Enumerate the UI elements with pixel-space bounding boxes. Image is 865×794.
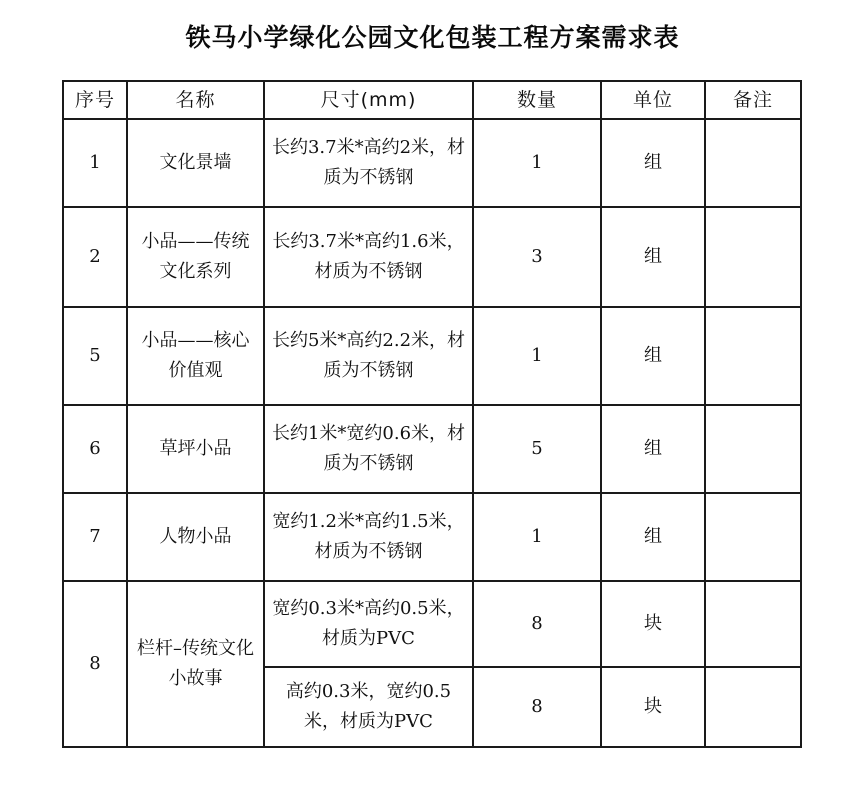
cell-no: 7 xyxy=(63,493,127,581)
table-row xyxy=(63,207,801,307)
cell-unit: 块 xyxy=(601,581,705,667)
cell-note xyxy=(705,307,801,405)
cell-name: 草坪小品 xyxy=(127,405,264,493)
header-no: 序号 xyxy=(63,81,127,119)
cell-size: 长约1米*宽约0.6米，材质为不锈钢 xyxy=(264,405,473,493)
cell-size: 宽约1.2米*高约1.5米，材质为不锈钢 xyxy=(264,493,473,581)
table-row xyxy=(63,119,801,207)
cell-size: 长约5米*高约2.2米，材质为不锈钢 xyxy=(264,307,473,405)
header-size: 尺寸(mm) xyxy=(264,81,473,119)
header-unit: 单位 xyxy=(601,81,705,119)
cell-qty: 1 xyxy=(473,493,601,581)
cell-name: 人物小品 xyxy=(127,493,264,581)
cell-qty: 3 xyxy=(473,207,601,307)
cell-qty: 8 xyxy=(473,667,601,747)
cell-size: 宽约0.3米*高约0.5米，材质为PVC xyxy=(264,581,473,667)
cell-name: 小品——传统文化系列 xyxy=(127,207,264,307)
cell-unit: 组 xyxy=(601,207,705,307)
cell-qty: 5 xyxy=(473,405,601,493)
header-qty: 数量 xyxy=(473,81,601,119)
cell-no: 6 xyxy=(63,405,127,493)
cell-note xyxy=(705,667,801,747)
table-row xyxy=(63,405,801,493)
cell-note xyxy=(705,581,801,667)
header-name: 名称 xyxy=(127,81,264,119)
cell-unit: 组 xyxy=(601,405,705,493)
cell-unit: 组 xyxy=(601,119,705,207)
cell-note xyxy=(705,493,801,581)
cell-size: 长约3.7米*高约2米，材质为不锈钢 xyxy=(264,119,473,207)
cell-name: 栏杆–传统文化小故事 xyxy=(127,581,264,747)
cell-qty: 1 xyxy=(473,119,601,207)
cell-name: 文化景墙 xyxy=(127,119,264,207)
table-row xyxy=(63,581,801,667)
cell-qty: 1 xyxy=(473,307,601,405)
cell-name: 小品——核心价值观 xyxy=(127,307,264,405)
cell-unit: 组 xyxy=(601,493,705,581)
cell-no: 5 xyxy=(63,307,127,405)
header-note: 备注 xyxy=(705,81,801,119)
table-header-row xyxy=(63,81,801,119)
requirements-table xyxy=(62,80,802,748)
table-row xyxy=(63,307,801,405)
cell-unit: 块 xyxy=(601,667,705,747)
cell-size: 高约0.3米，宽约0.5米，材质为PVC xyxy=(264,667,473,747)
table-row xyxy=(63,493,801,581)
cell-note xyxy=(705,207,801,307)
document-title: 铁马小学绿化公园文化包装工程方案需求表 xyxy=(185,23,680,52)
cell-size: 长约3.7米*高约1.6米，材质为不锈钢 xyxy=(264,207,473,307)
cell-qty: 8 xyxy=(473,581,601,667)
cell-no: 1 xyxy=(63,119,127,207)
cell-note xyxy=(705,405,801,493)
cell-no: 2 xyxy=(63,207,127,307)
cell-note xyxy=(705,119,801,207)
cell-no: 8 xyxy=(63,581,127,747)
cell-unit: 组 xyxy=(601,307,705,405)
